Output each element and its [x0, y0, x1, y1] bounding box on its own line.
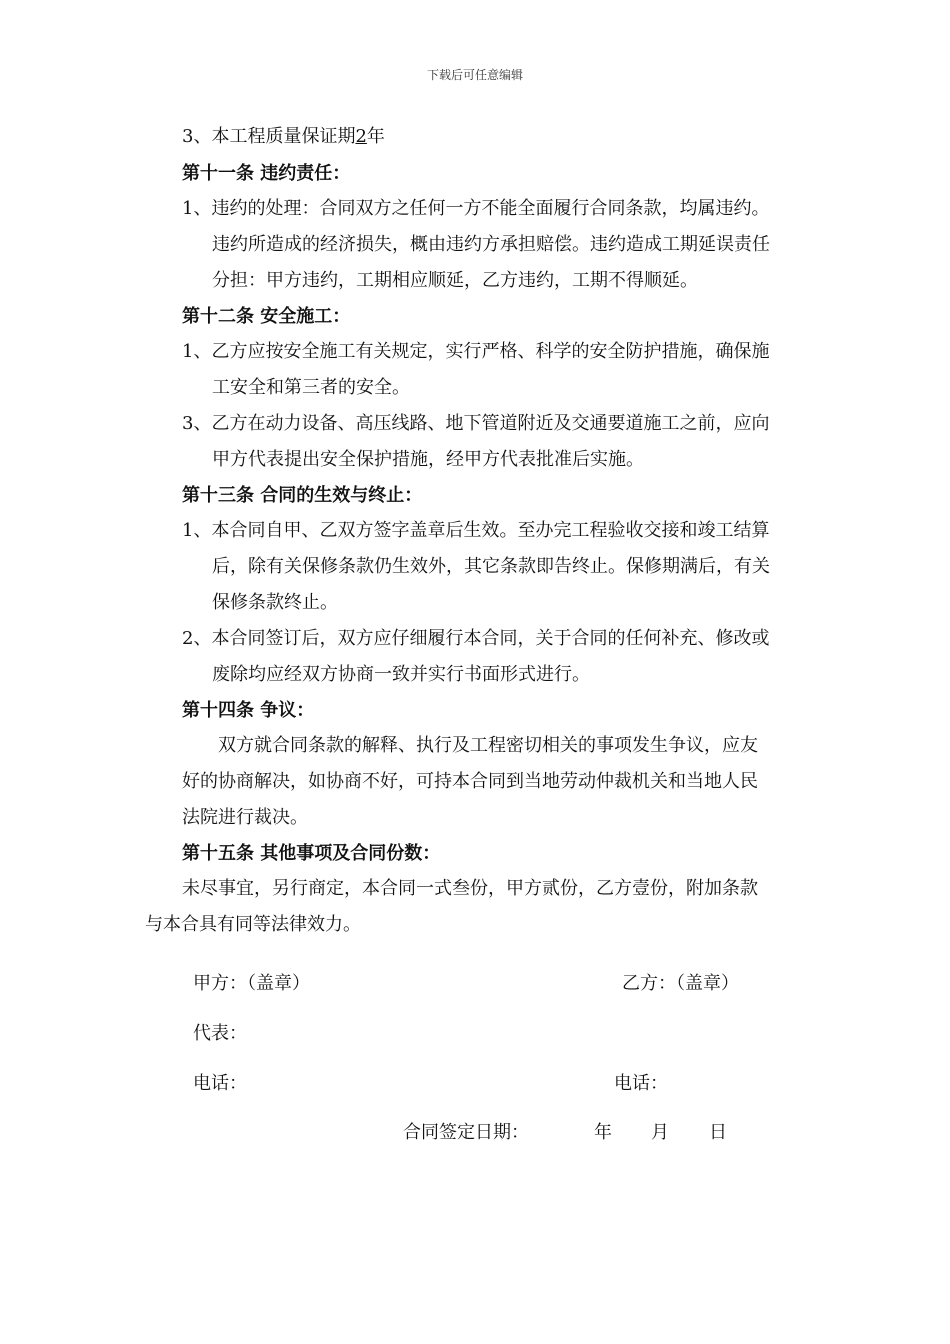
party-a-seal: 甲方：（盖章）	[193, 973, 310, 994]
article-15-line-2: 与本合具有同等法律效力。	[145, 914, 361, 935]
article-15-heading: 第十五条 其他事项及合同份数：	[182, 843, 441, 864]
article-13-line-1: 1、本合同自甲、乙双方签字盖章后生效。至办完工程验收交接和竣工结算	[182, 520, 770, 541]
page-header: 下载后可任意编辑	[426, 68, 523, 82]
article-12-line-1: 1、乙方应按安全施工有关规定，实行严格、科学的安全防护措施，确保施	[182, 341, 770, 362]
party-b-seal: 乙方：（盖章）	[622, 973, 739, 994]
date-year: 年	[594, 1122, 612, 1143]
date-day: 日	[709, 1122, 727, 1143]
warranty-line	[182, 125, 385, 149]
article-11-line-1: 1、违约的处理：合同双方之任何一方不能全面履行合同条款，均属违约。	[182, 198, 770, 219]
article-14-line-3: 法院进行裁决。	[182, 807, 308, 828]
article-11-heading: 第十一条 违约责任：	[182, 163, 351, 184]
article-13-line-4: 2、本合同签订后，双方应仔细履行本合同，关于合同的任何补充、修改或	[182, 628, 770, 649]
representative-label: 代表：	[193, 1023, 247, 1044]
party-a-phone-label: 电话：	[193, 1073, 247, 1094]
article-12-line-2: 工安全和第三者的安全。	[212, 377, 410, 398]
date-month: 月	[651, 1122, 669, 1143]
article-14-line-1: 双方就合同条款的解释、执行及工程密切相关的事项发生争议，应友	[218, 735, 758, 756]
article-14-line-2: 好的协商解决，如协商不好，可持本合同到当地劳动仲裁机关和当地人民	[182, 771, 758, 792]
article-14-heading: 第十四条 争议：	[182, 700, 315, 721]
party-b-phone-label: 电话：	[614, 1073, 668, 1094]
article-12-line-3: 3、乙方在动力设备、高压线路、地下管道附近及交通要道施工之前，应向	[182, 413, 770, 434]
article-13-heading: 第十三条 合同的生效与终止：	[182, 485, 423, 506]
article-13-line-2: 后，除有关保修条款仍生效外，其它条款即告终止。保修期满后，有关	[212, 556, 770, 577]
article-12-heading: 第十二条 安全施工：	[182, 306, 351, 327]
warranty-years: 2	[355, 126, 367, 147]
warranty-text: 3、本工程质量保证期	[182, 126, 356, 147]
article-13-line-5: 废除均应经双方协商一致并实行书面形式进行。	[212, 664, 590, 685]
article-11-line-2: 违约所造成的经济损失，概由违约方承担赔偿。违约造成工期延误责任	[212, 234, 770, 255]
article-12-line-4: 甲方代表提出安全保护措施，经甲方代表批准后实施。	[212, 449, 644, 470]
signing-date-label: 合同签定日期：	[403, 1122, 529, 1143]
article-11-line-3: 分担：甲方违约，工期相应顺延，乙方违约，工期不得顺延。	[212, 270, 698, 291]
article-15-line-1: 未尽事宜，另行商定，本合同一式叁份，甲方贰份，乙方壹份，附加条款	[182, 878, 758, 899]
warranty-unit: 年	[366, 126, 385, 147]
article-13-line-3: 保修条款终止。	[212, 592, 338, 613]
